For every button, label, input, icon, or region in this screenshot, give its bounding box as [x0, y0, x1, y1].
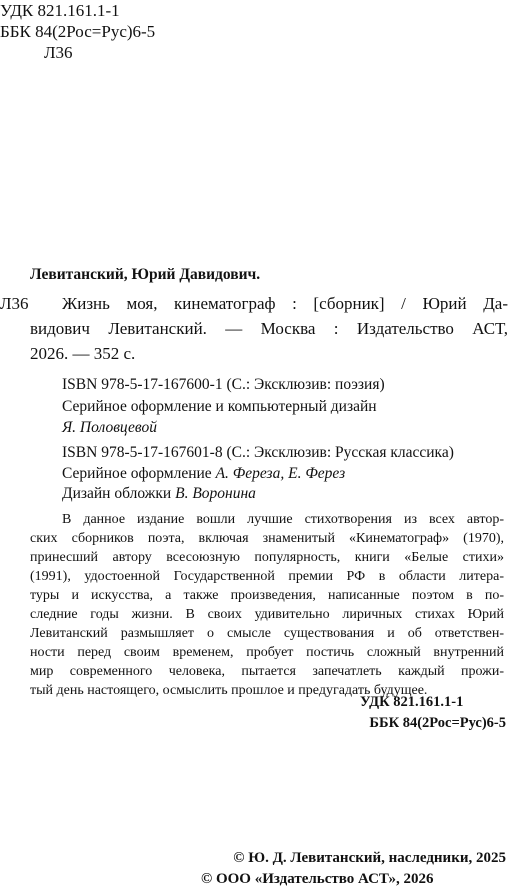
copyright-author: © Ю. Д. Левитанский, наследники, 2025 [233, 850, 506, 866]
bbk-code-bottom: ББК 84(2Рос=Рус)6-5 [369, 715, 506, 731]
designer-1: Я. Половцевой [62, 419, 157, 436]
author-heading: Левитанский, Юрий Давидович. [30, 266, 261, 283]
annotation-line: ности перед своим временем, пробует постичь сложный внутренний [30, 645, 504, 660]
author-mark-record: Л36 [0, 294, 29, 313]
author-mark-top: Л36 [44, 43, 73, 62]
annotation-line: следние годы жизни. В своих удивительно лиричных стихах Юрий [30, 607, 504, 622]
isbn-2: ISBN 978-5-17-167601-8 (С.: Эксклюзив: Русская классика) [62, 444, 454, 461]
annotation-line: Левитанский размышляет о смысле существования и об ответствен- [30, 626, 504, 641]
udk-code-top: УДК 821.161.1-1 [0, 1, 120, 20]
series-design-line-2 [62, 464, 345, 484]
annotation-line: принесший автору всесоюзную популярность, книги «Белые стихи» [30, 550, 504, 565]
annotation [30, 510, 504, 700]
annotation-line: (1991), удостоенной Государственной премии РФ в области литера- [30, 569, 504, 584]
designers-2: А. Фереза, Е. Ферез [215, 465, 346, 482]
isbn-1: ISBN 978-5-17-167600-1 (С.: Эксклюзив: поэзия) [62, 376, 385, 393]
series-design-label-2: Серийное оформление [62, 465, 216, 482]
annotation-line: мир современного человека, пытается запечатлеть каждый прожи- [30, 664, 504, 679]
annotation-line: тый день настоящего, осмыслить прошлое и предугадать будущее. [30, 683, 428, 698]
series-design-label-1: Серийное оформление и компьютерный дизайн [62, 398, 377, 415]
annotation-line: ских сборников поэта, включая знаменитый «Кинематограф» (1970), [30, 531, 504, 546]
annotation-line: туры и искусства, а также произведения, написанные поэтом в по- [30, 588, 504, 603]
record-year-line: 2026. — 352 с. [30, 344, 136, 363]
bbk-code-top: ББК 84(2Рос=Рус)6-5 [0, 22, 156, 41]
copyright-publisher: © ООО «Издательство АСТ», 2026 [201, 871, 434, 887]
cover-design-line [62, 484, 256, 504]
annotation-line: В данное издание вошли лучшие стихотворения из всех автор- [62, 512, 504, 527]
udk-code-bottom: УДК 821.161.1-1 [360, 694, 464, 710]
cover-designer: В. Воронина [175, 485, 256, 502]
cover-design-label: Дизайн обложки [62, 485, 176, 502]
record-title-line: Жизнь моя, кинематограф : [сборник] / Юрий Да- [62, 294, 508, 313]
record-publisher-line: видович Левитанский. — Москва : Издательство АСТ, [30, 319, 508, 338]
